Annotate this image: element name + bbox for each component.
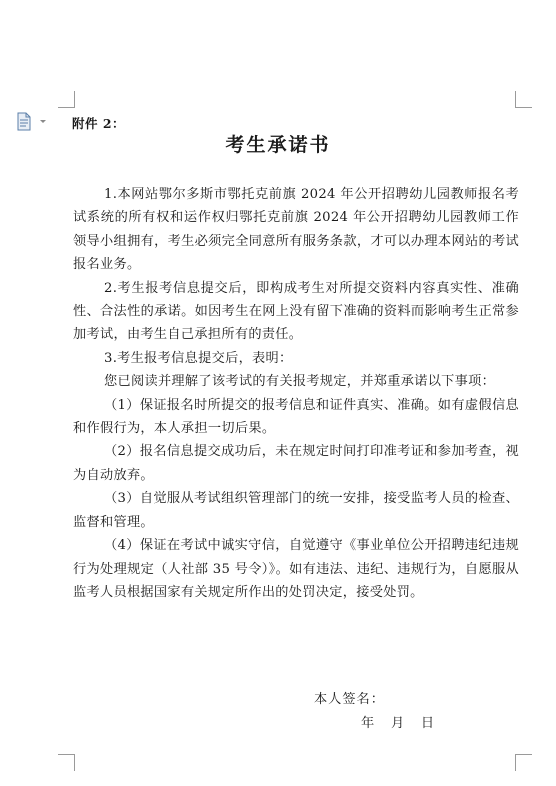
paragraph-3: 3.考生报考信息提交后，表明： xyxy=(104,350,293,366)
crop-mark-bottom-left xyxy=(58,754,75,771)
paragraph-item-1: （1）保证报名时所提交的报考信息和证件真实、准确。如有虚假信息和作假行为，本人承担一切后果。 xyxy=(73,397,519,437)
paragraph-1: 1.本网站鄂尔多斯市鄂托克前旗 2024 年公开招聘幼儿园教师报名考试系统的所有权和运作权归鄂托克前旗 2024 年公开招聘幼儿园教师工作领导小组拥有，考生必须完全同意所有服务条款，才可以办理本网站的考试报名业务。 xyxy=(73,187,519,273)
paragraph-item-3: （3）自觉服从考试组织管理部门的统一安排，接受监考人员的检查、监督和管理。 xyxy=(73,491,519,530)
document-title: 考生承诺书 xyxy=(225,134,331,156)
crop-mark-top-left xyxy=(58,91,75,108)
paragraph-2: 2.考生报考信息提交后，即构成考生对所提交资料内容真实性、准确性、合法性的承诺。如因考生在网上没有留下准确的资料而影响考生正常参加考试，由考生自己承担所有的责任。 xyxy=(73,280,519,343)
attachment-label: 附件 2： xyxy=(72,116,126,131)
document-options-icon[interactable] xyxy=(16,112,50,132)
signature-label: 本人签名： xyxy=(314,692,385,707)
crop-mark-bottom-right xyxy=(515,754,532,771)
document-body xyxy=(73,183,519,604)
paragraph-item-4: （4）保证在考试中诚实守信，自觉遵守《事业单位公开招聘违纪违规行为处理规定（人社部 35 号令）》。如有违法、违纪、违规行为，自愿服从监考人员根据国家有关规定所作出的处罚决定，接受处罚。 xyxy=(73,538,519,600)
crop-mark-top-right xyxy=(515,91,532,108)
date-line: 年 月 日 xyxy=(361,716,435,731)
paragraph-item-2: （2）报名信息提交成功后，未在规定时间打印准考证和参加考查，视为自动放弃。 xyxy=(73,444,519,483)
paragraph-4: 您已阅读并理解了该考试的有关报考规定，并郑重承诺以下事项： xyxy=(104,374,496,390)
